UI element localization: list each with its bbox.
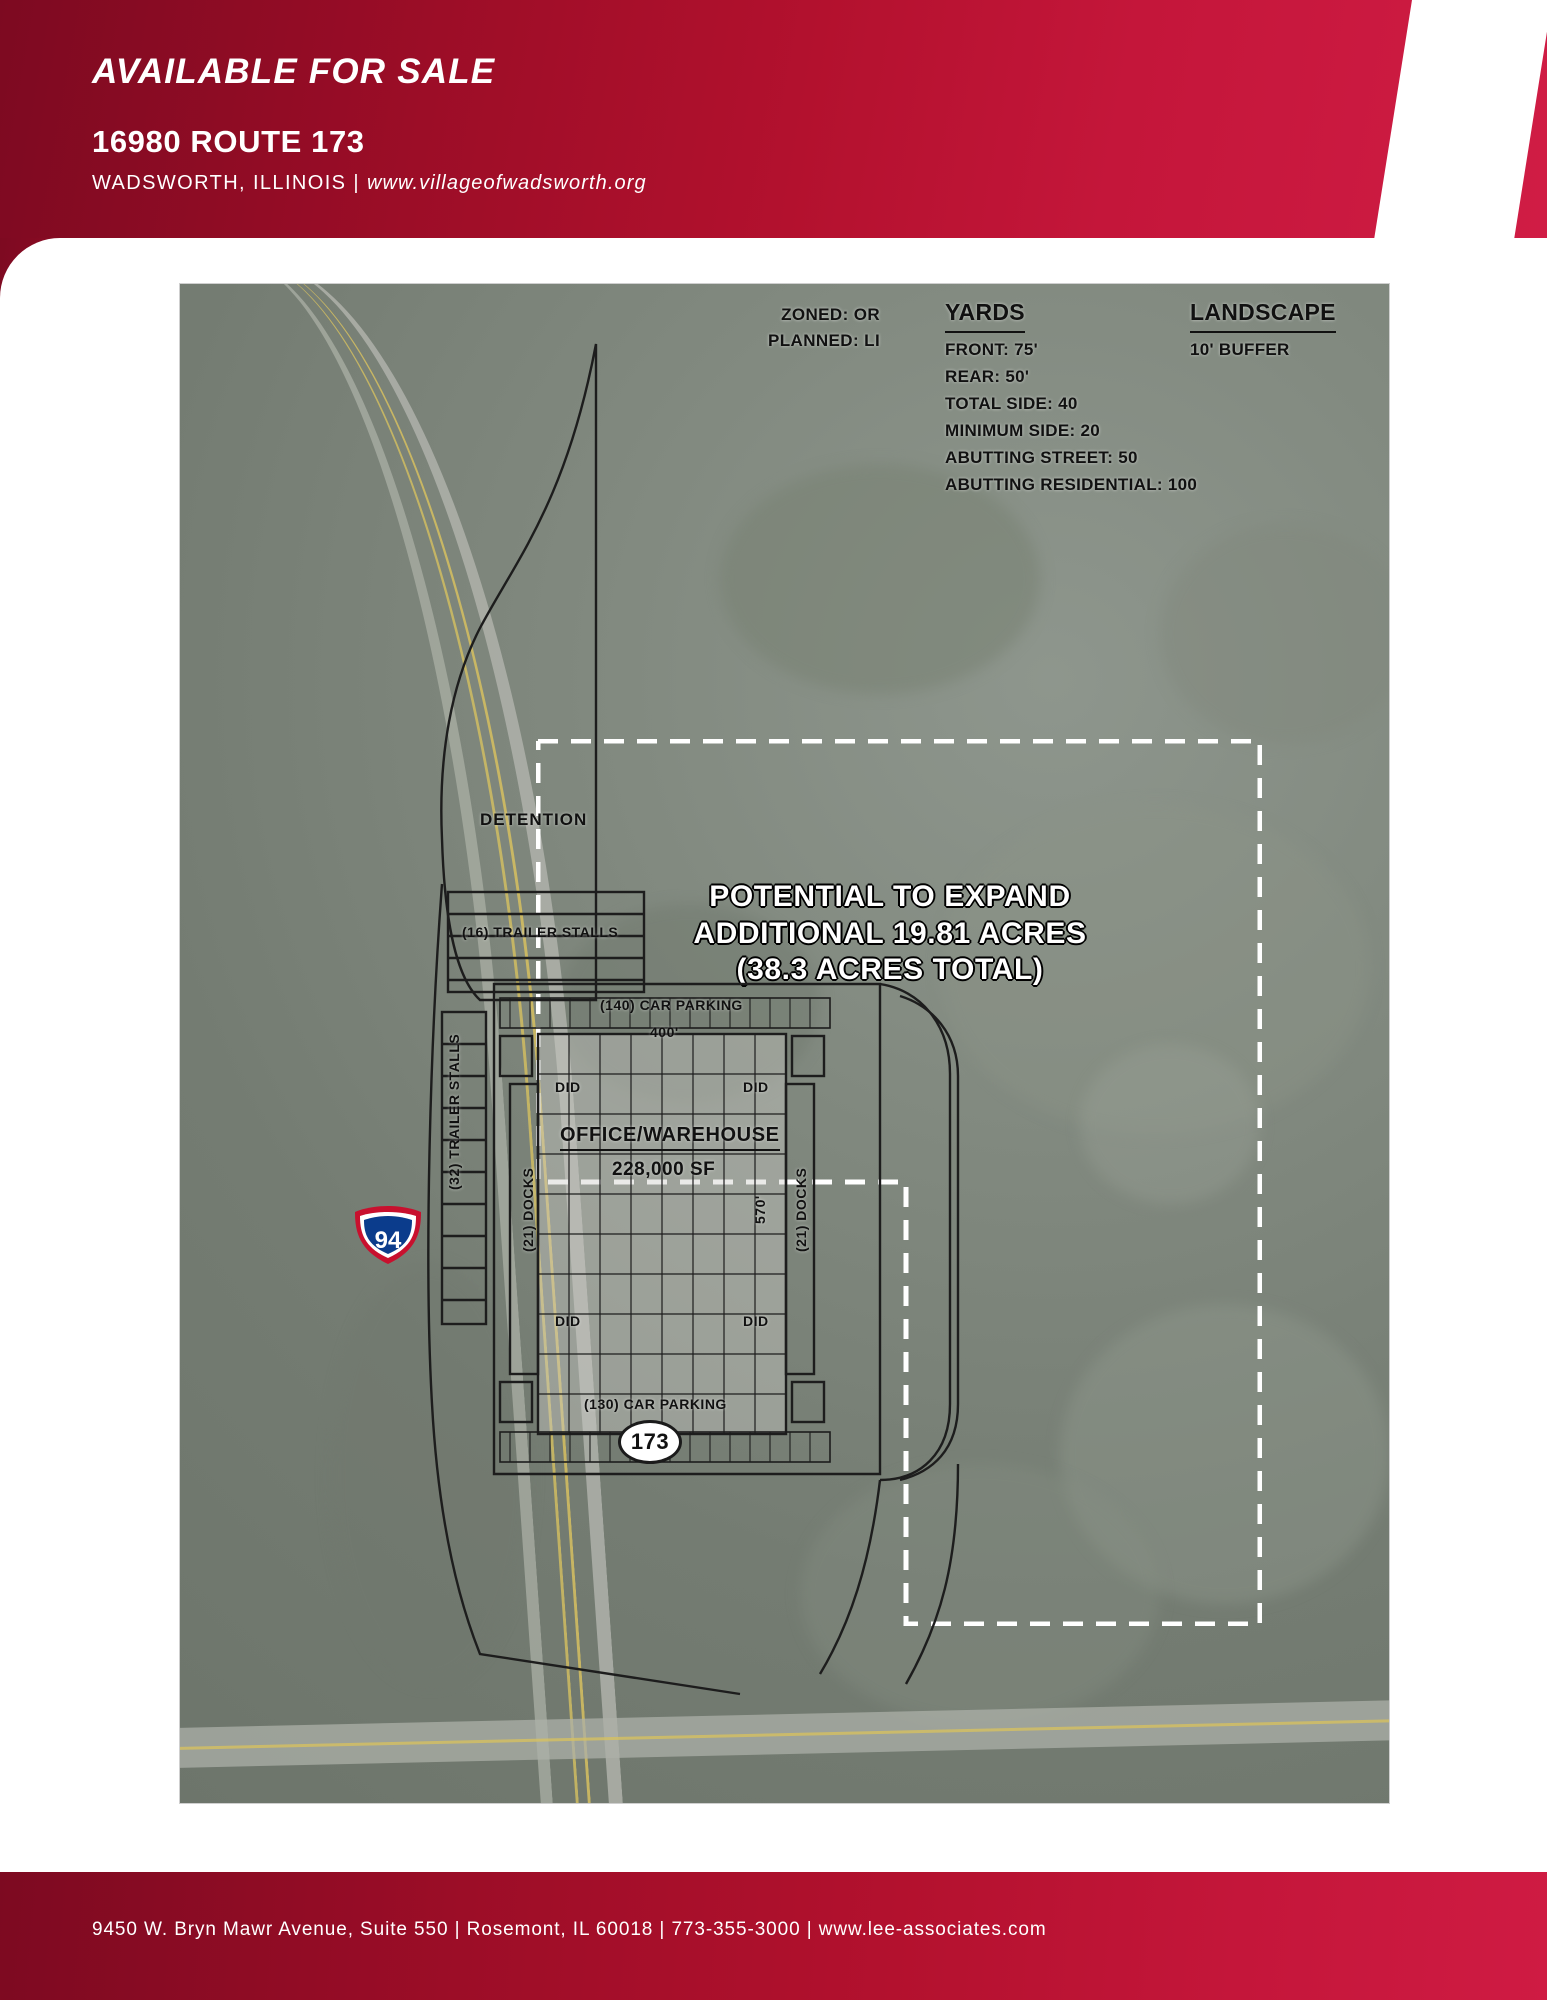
yards-heading: YARDS — [945, 294, 1025, 333]
yard-minimum-side: MINIMUM SIDE: 20 — [945, 420, 1100, 440]
yard-front: FRONT: 75' — [945, 340, 1038, 360]
expansion-line-2: ADDITIONAL 19.81 ACRES — [693, 916, 1087, 950]
page-header — [0, 0, 1547, 238]
availability-title: AVAILABLE FOR SALE — [92, 52, 496, 91]
detention-label: DETENTION — [480, 810, 588, 829]
drive-in-door-label: DID — [555, 1313, 581, 1329]
docks-right-label: (21) DOCKS — [793, 1167, 809, 1252]
svg-text:94: 94 — [374, 1227, 402, 1254]
car-parking-130-label: (130) CAR PARKING — [584, 1396, 727, 1412]
building-depth-dimension: 570' — [752, 1195, 768, 1224]
building-use-label: OFFICE/WAREHOUSE — [560, 1124, 780, 1151]
zoned-value: ZONED: OR — [781, 305, 881, 324]
yard-abutting-street: ABUTTING STREET: 50 — [945, 447, 1138, 467]
drive-in-door-label: DID — [555, 1079, 581, 1095]
expansion-line-1: POTENTIAL TO EXPAND — [709, 880, 1071, 913]
landscape-buffer: 10' BUFFER — [1190, 340, 1290, 360]
building-width-dimension: 400' — [650, 1024, 679, 1040]
drive-in-door-label: DID — [743, 1079, 769, 1095]
village-website-link[interactable]: www.villageofwadsworth.org — [366, 172, 647, 194]
page-footer — [0, 1872, 1547, 2000]
aerial-site-plan — [179, 283, 1390, 1804]
docks-left-label: (21) DOCKS — [520, 1167, 536, 1252]
planned-value: PLANNED: LI — [768, 331, 881, 351]
expansion-line-3: (38.3 ACRES TOTAL) — [736, 953, 1044, 987]
yard-total-side: TOTAL SIDE: 40 — [945, 394, 1078, 414]
header-corner-notch — [0, 238, 60, 298]
building-size-label: 228,000 SF — [612, 1159, 716, 1180]
site-plan-linework — [180, 284, 1390, 1804]
landscape-heading: LANDSCAPE — [1190, 294, 1336, 333]
yard-rear: REAR: 50' — [945, 367, 1030, 387]
footer-contact-info: 9450 W. Bryn Mawr Avenue, Suite 550 | Rosemont, IL 60018 | 773-355-3000 | www.lee-associates.com — [92, 1919, 1047, 1940]
car-parking-140-label: (140) CAR PARKING — [600, 997, 743, 1013]
drive-in-door-label: DID — [743, 1313, 769, 1329]
route-173-marker: 173 — [618, 1420, 682, 1464]
interstate-94-shield-icon — [352, 1204, 424, 1266]
property-location — [92, 172, 647, 195]
location-text: WADSWORTH, ILLINOIS | — [92, 172, 360, 194]
trailer-stalls-32-label: (32) TRAILER STALLS — [446, 1033, 462, 1190]
property-address: 16980 ROUTE 173 — [92, 124, 365, 159]
header-angled-cut — [1374, 0, 1547, 238]
trailer-stalls-16-label: (16) TRAILER STALLS — [462, 924, 619, 940]
yard-abutting-residential: ABUTTING RESIDENTIAL: 100 — [945, 474, 1198, 494]
